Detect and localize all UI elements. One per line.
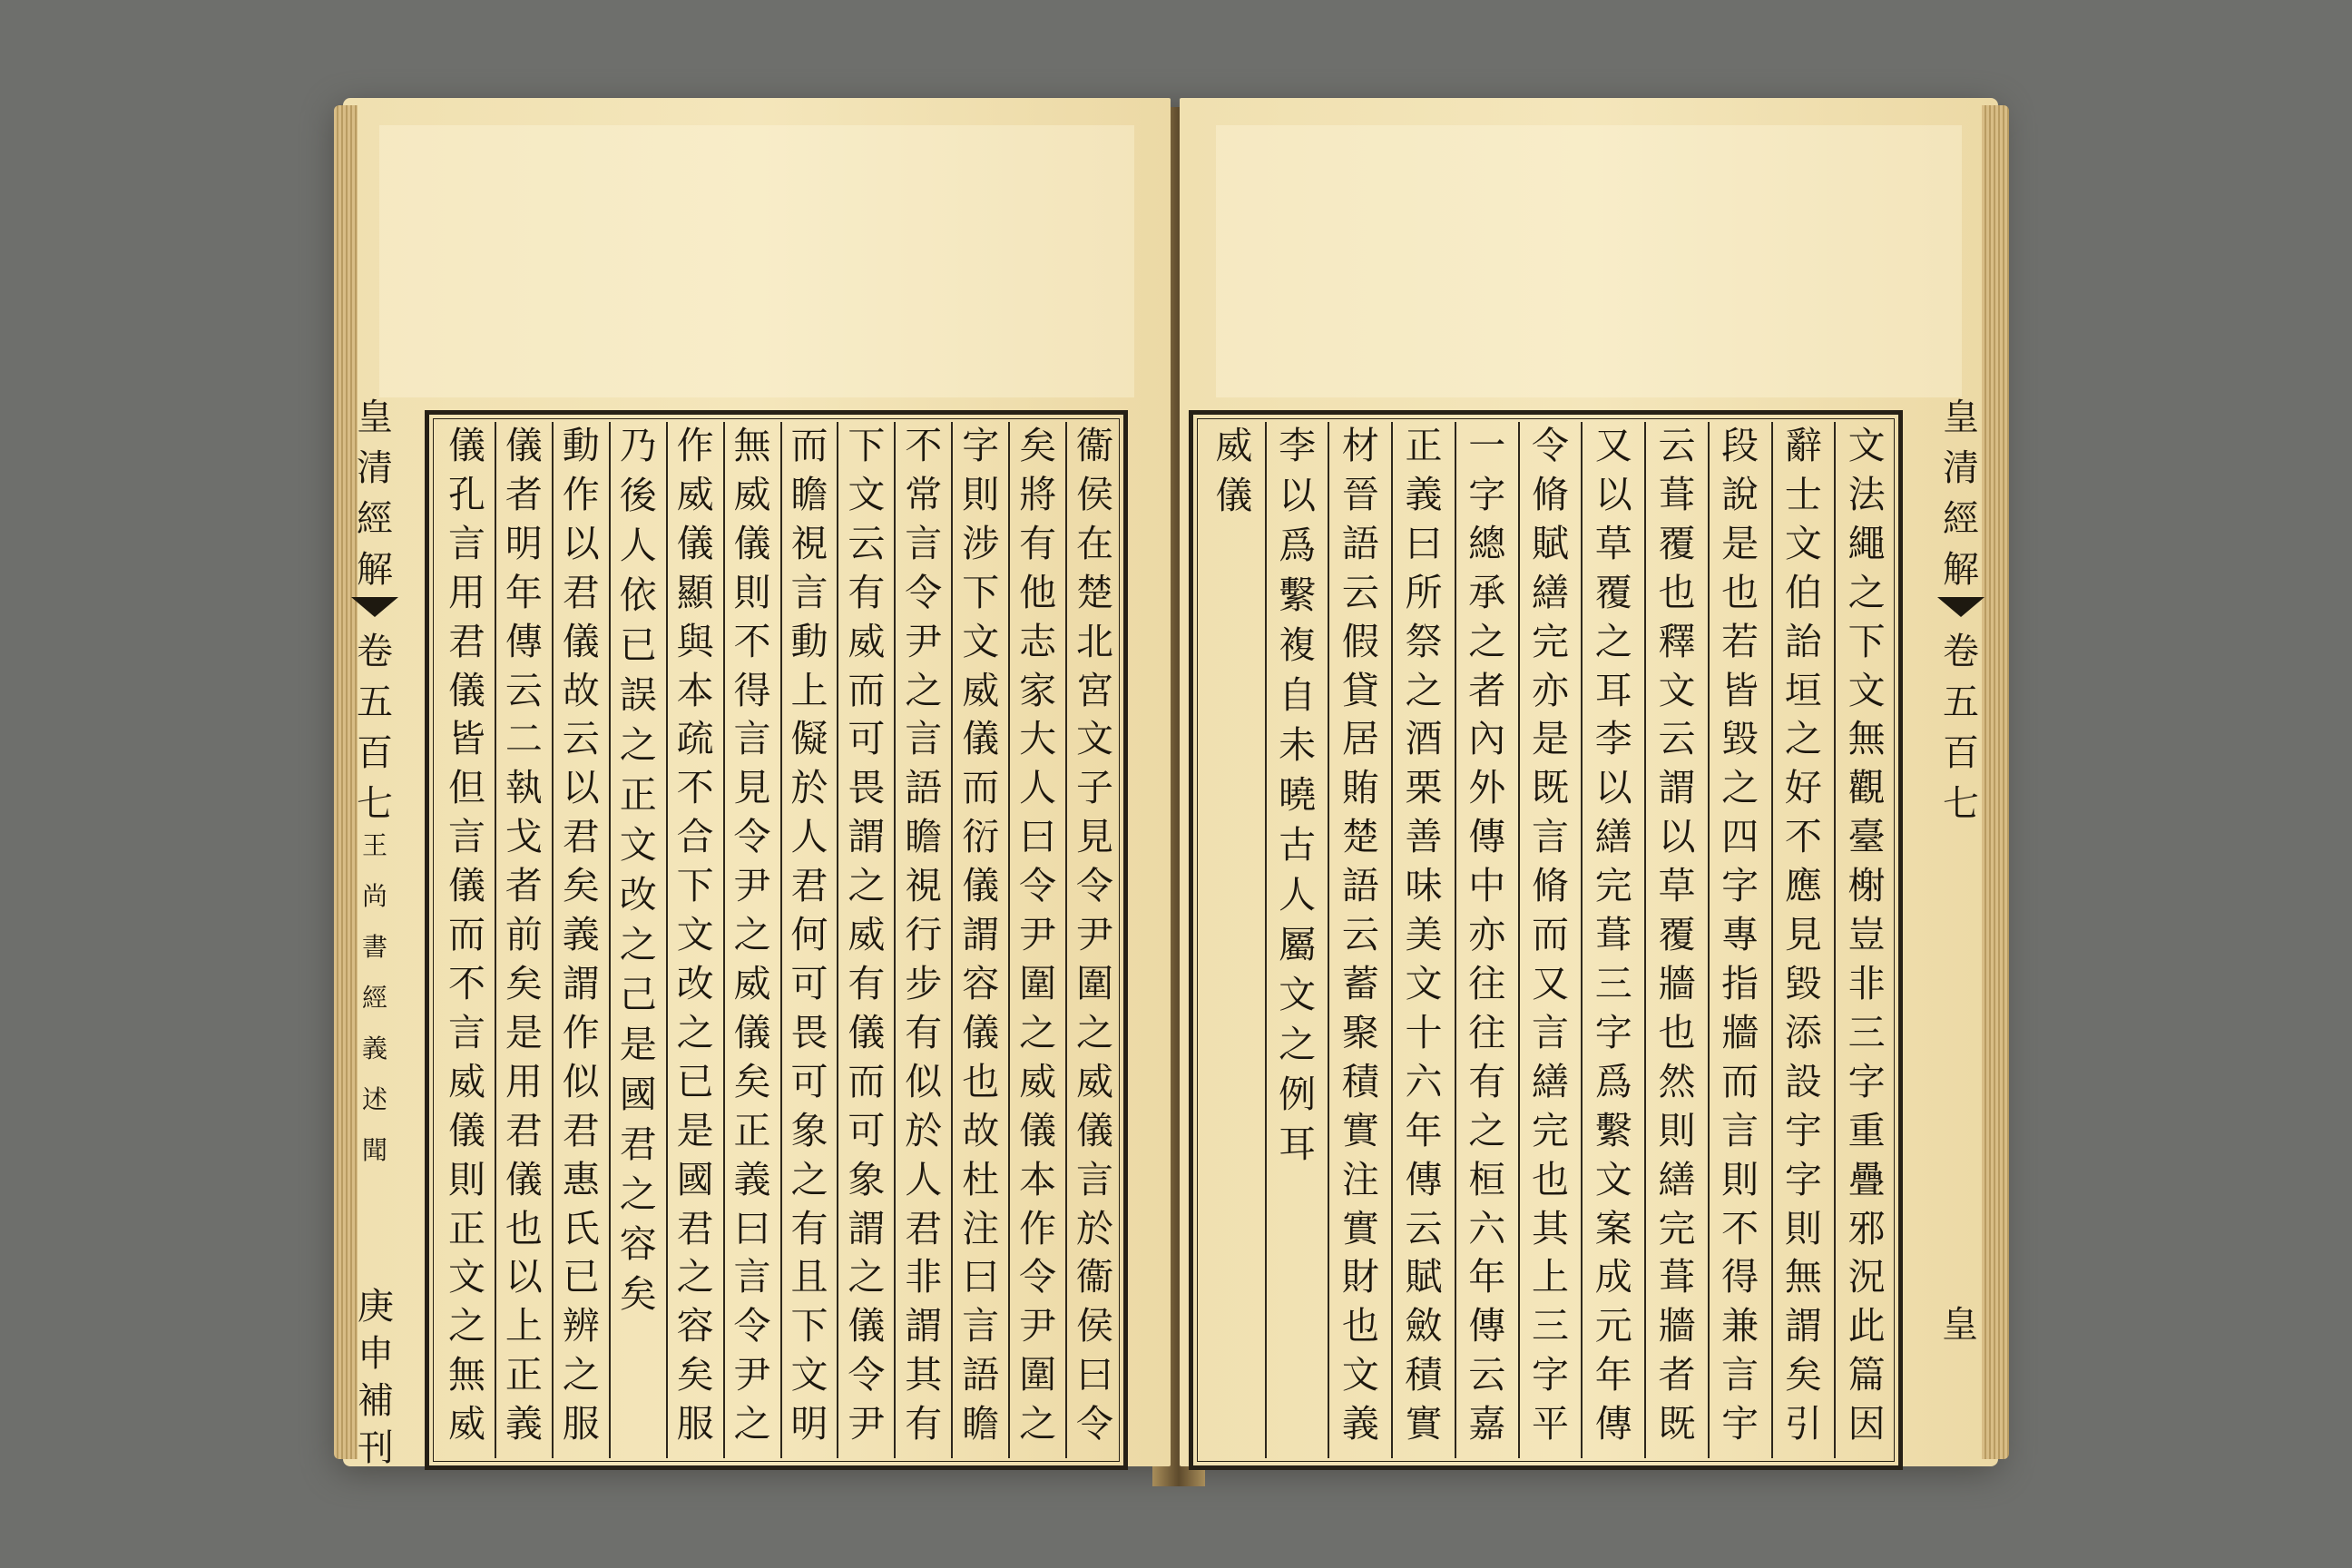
text-column: 李 以 爲 繫 複 自 未 曉 古 人 屬 文 之 例 耳 [1279, 424, 1317, 1166]
text-column: 衞 侯 在 楚 北 宮 文 子 見 令 尹 圍 之 威 儀 言 於 衞 侯 曰 令 [1076, 424, 1114, 1446]
column-rule [1581, 422, 1583, 1458]
text-column: 字 則 涉 下 文 威 儀 而 衍 儀 謂 容 儀 也 故 杜 注 曰 言 語 瞻 [962, 424, 1000, 1446]
column-rule [723, 422, 725, 1458]
left-banner-title: 卷 五 百 七 [357, 631, 393, 825]
left-page [343, 98, 1171, 1469]
column-rule [1455, 422, 1456, 1458]
text-column: 下 文 云 有 威 而 可 畏 謂 之 威 有 儀 而 可 象 謂 之 儀 令 尹 [848, 424, 886, 1446]
column-rule [1265, 422, 1267, 1458]
fish-tail-mark [1937, 597, 1984, 617]
column-rule [1328, 422, 1329, 1458]
text-column: 威 儀 [1215, 424, 1253, 517]
text-column: 正 義 曰 所 祭 之 酒 栗 善 味 美 文 十 六 年 傳 云 賦 斂 積 實 [1405, 424, 1443, 1446]
text-column: 矣 將 有 他 志 家 大 人 曰 令 尹 圍 之 威 儀 本 作 令 尹 圍 之 [1019, 424, 1057, 1446]
right-banner-title: 卷 五 百 七 [1943, 631, 1979, 825]
right-text-frame [1189, 410, 1903, 1470]
column-rule [837, 422, 838, 1458]
column-rule [609, 422, 611, 1458]
text-column: 文 法 繩 之 下 文 無 觀 臺 榭 豈 非 三 字 重 疊 邪 況 此 篇 因 [1847, 424, 1886, 1446]
left-text-frame [425, 410, 1128, 1470]
page-mark: 皇 [1942, 1304, 1978, 1346]
column-rule [951, 422, 953, 1458]
reprint-label: 庚 申 補 刊 [358, 1286, 394, 1469]
text-column: 乃 後 人 依 已 誤 之 正 文 改 之 己 是 國 君 之 容 矣 [619, 424, 657, 1316]
column-rule [1518, 422, 1520, 1458]
text-column: 云 葺 覆 也 釋 文 云 謂 以 草 覆 牆 也 然 則 繕 完 葺 牆 者 既 [1658, 424, 1696, 1446]
column-rule [552, 422, 554, 1458]
text-column: 儀 孔 言 用 君 儀 皆 但 言 儀 而 不 言 威 儀 則 正 文 之 無 威 [447, 424, 485, 1446]
text-column: 令 脩 賦 繕 完 亦 是 既 言 脩 而 又 言 繕 完 也 其 上 三 字 平 [1531, 424, 1569, 1446]
text-column: 儀 者 明 年 傳 云 二 執 戈 者 前 矣 是 用 君 儀 也 以 上 正 義 [505, 424, 543, 1446]
right-banner-top: 皇 清 經 解 [1943, 397, 1979, 591]
column-rule [666, 422, 668, 1458]
column-rule [1834, 422, 1836, 1458]
text-column: 段 說 是 也 若 皆 毀 之 四 字 專 指 牆 而 言 則 不 得 兼 言 宇 [1721, 424, 1759, 1446]
column-rule [1008, 422, 1010, 1458]
fish-tail-mark [351, 597, 398, 617]
text-column: 材 晉 語 云 假 貸 居 賄 楚 語 云 蓄 聚 積 實 注 實 財 也 文 義 [1341, 424, 1379, 1446]
text-column: 又 以 草 覆 之 耳 李 以 繕 完 葺 三 字 爲 繫 文 案 成 元 年 傳 [1594, 424, 1632, 1446]
page-head-margin [1216, 125, 1962, 397]
column-rule [1708, 422, 1710, 1458]
text-column: 不 常 言 令 尹 之 言 語 瞻 視 行 步 有 似 於 人 君 非 謂 其 有 [905, 424, 943, 1446]
column-rule [1644, 422, 1646, 1458]
left-banner-top: 皇 清 經 解 [357, 397, 393, 591]
text-column: 而 瞻 視 言 動 上 儗 於 人 君 何 可 畏 可 象 之 有 且 下 文 明 [790, 424, 828, 1446]
text-column: 動 作 以 君 儀 故 云 以 君 矣 義 謂 作 似 君 惠 氏 已 辨 之 服 [562, 424, 600, 1446]
text-column: 辭 士 文 伯 詒 垣 之 好 不 應 見 毀 添 設 宇 字 則 無 謂 矣 引 [1784, 424, 1822, 1446]
text-column: 作 威 儀 顯 與 本 疏 不 合 下 文 改 之 已 是 國 君 之 容 矣 服 [676, 424, 714, 1446]
page-head-margin [379, 125, 1134, 397]
text-column: 無 威 儀 則 不 得 言 見 令 尹 之 威 儀 矣 正 義 曰 言 令 尹 之 [733, 424, 771, 1446]
left-banner-subtitle: 王 尚 書 經 義 述 聞 [361, 830, 387, 1165]
column-rule [1391, 422, 1393, 1458]
text-column: 一 字 總 承 之 者 內 外 傳 中 亦 往 往 有 之 桓 六 年 傳 云 嘉 [1468, 424, 1506, 1446]
column-rule [780, 422, 782, 1458]
column-rule [1771, 422, 1773, 1458]
right-banner-bottom [1938, 1296, 1982, 1346]
column-rule [1065, 422, 1067, 1458]
left-banner-bottom [354, 1278, 397, 1469]
right-page [1180, 98, 1998, 1466]
column-rule [894, 422, 896, 1458]
column-rule [495, 422, 496, 1458]
